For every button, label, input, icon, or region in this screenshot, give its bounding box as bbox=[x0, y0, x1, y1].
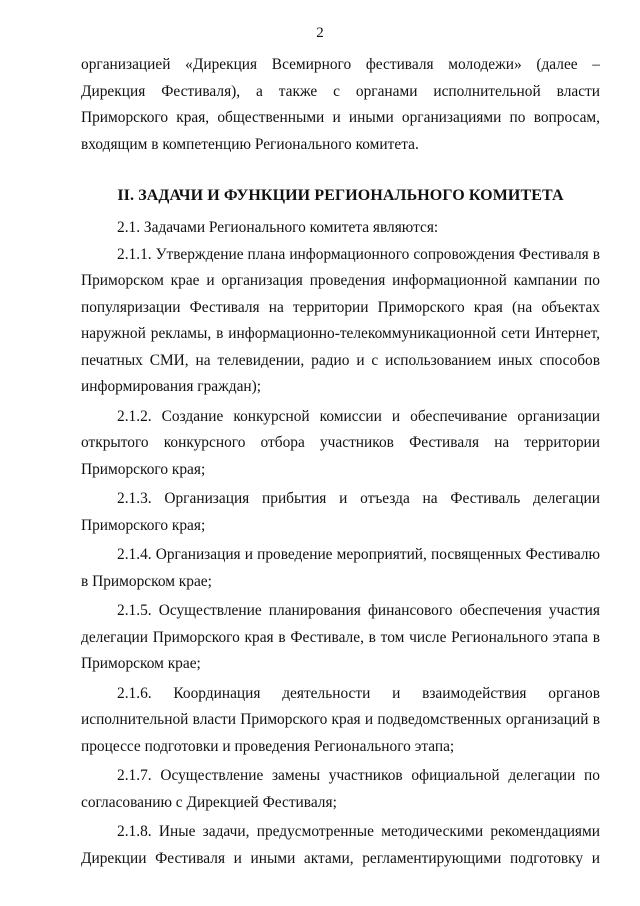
clause-2-1-5: 2.1.5. Осуществление планирования финансового обеспечения участия делегации Приморского края в Фестивале, в том числе Регионального этапа в Приморском крае; bbox=[81, 602, 600, 672]
clause-2-1-8: 2.1.8. Иные задачи, предусмотренные методическими рекомендациями Дирекции Фестиваля и иными актами, регламентирующими подготовку и bbox=[81, 823, 600, 867]
clause-2-1: 2.1. Задачами Регионального комитета являются: bbox=[117, 219, 439, 236]
document-body bbox=[81, 52, 600, 872]
page-number: 2 bbox=[316, 25, 324, 41]
clause-2-1-4: 2.1.4. Организация и проведение мероприятий, посвященных Фестивалю в Приморском крае; bbox=[81, 546, 600, 590]
clause-2-1-2: 2.1.2. Создание конкурсной комиссии и обеспечивание организации открытого конкурсного отбора участников Фестиваля на территории Приморского края; bbox=[81, 407, 600, 478]
clause-2-1-7: 2.1.7. Осуществление замены участников официальной делегации по согласованию с Дирекцией Фестиваля; bbox=[81, 767, 600, 811]
intro-paragraph: организацией «Дирекция Всемирного фестиваля молодежи» (далее – Дирекция Фестиваля), а также с органами исполнительной власти Приморского края, общественными и иными организациями по вопросам, входящим в компетенцию Регионального комитета. bbox=[81, 56, 600, 153]
clause-2-1-3: 2.1.3. Организация прибытия и отъезда на Фестиваль делегации Приморского края; bbox=[81, 490, 600, 534]
clause-2-1-1: 2.1.1. Утверждение плана информационного сопровождения Фестиваля в Приморском крае и организация проведения информационной кампании по популяризации Фестиваля на территории Приморского края (на объектах наружной рекламы, в информационно-телекоммуникационной сети Интернет, печатных СМИ, на телевидении, радио и с использованием иных способов информирования граждан); bbox=[81, 245, 600, 395]
clause-2-1-6: 2.1.6. Координация деятельности и взаимодействия органов исполнительной власти Приморского края и подведомственных организаций в процессе подготовки и проведения Регионального этапа; bbox=[81, 684, 600, 755]
section-heading: II. ЗАДАЧИ И ФУНКЦИИ РЕГИОНАЛЬНОГО КОМИТЕТА bbox=[117, 187, 564, 204]
